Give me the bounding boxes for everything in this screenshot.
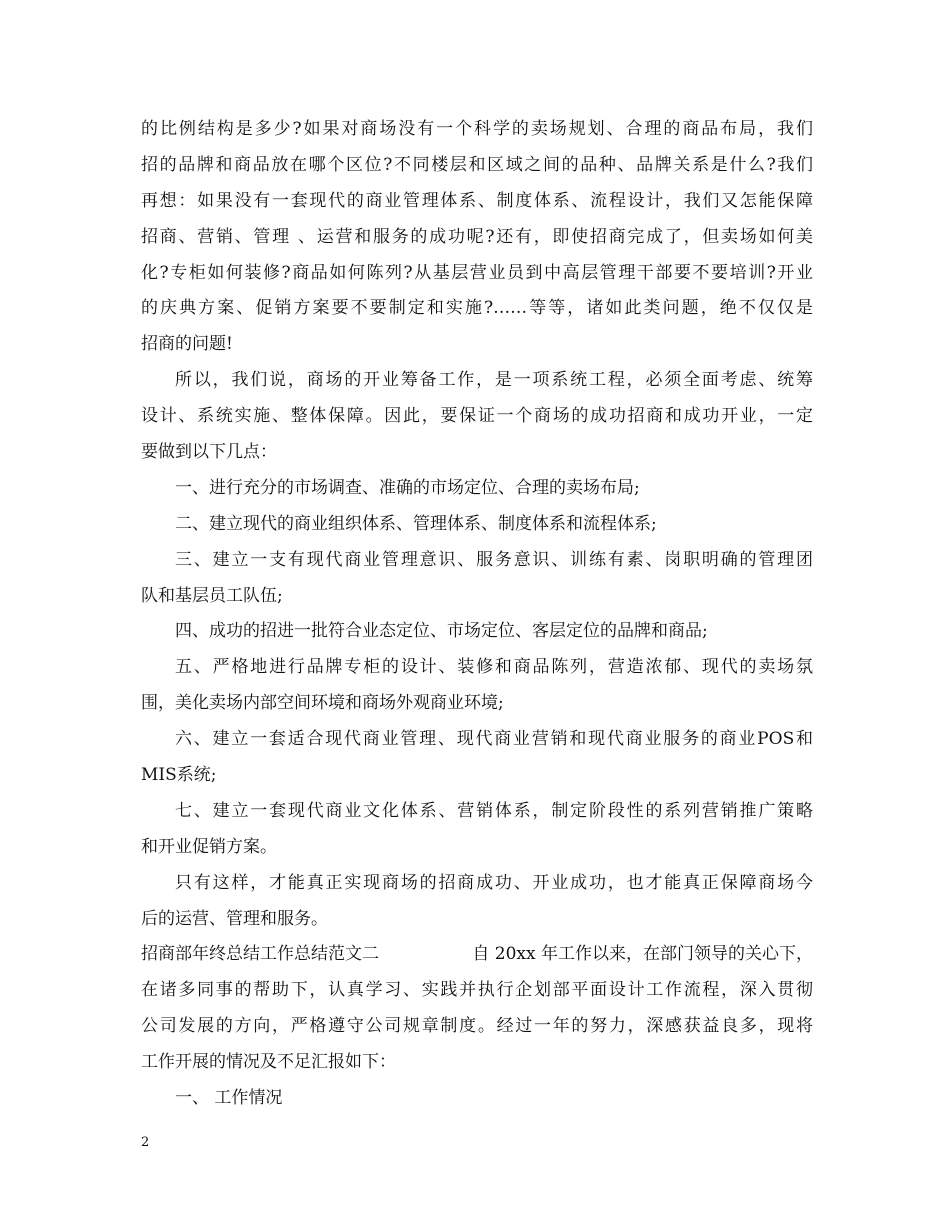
- text-line: 六、建立一套适合现代商业管理、现代商业营销和现代商业服务的商业POS和: [175, 729, 813, 750]
- text-line: 三、建立一支有现代商业管理意识、服务意识、训练有素、岗职明确的管理团: [175, 549, 813, 570]
- text-line: 所以，我们说，商场的开业筹备工作，是一项系统工程，必须全面考虑、统筹: [175, 370, 813, 391]
- body-text-block: [141, 973, 813, 1117]
- text-line: MIS系统;: [141, 765, 217, 786]
- text-line: 化?专柜如何装修?商品如何陈列?从基层营业员到中高层管理干部要不要培训?开业: [141, 262, 813, 283]
- text-line: 公司发展的方向，严格遵守公司规章制度。经过一年的努力，深感获益良多，现将: [141, 1016, 813, 1037]
- page-number: 2: [141, 1135, 150, 1150]
- text-line: 工作开展的情况及不足汇报如下：: [141, 1052, 396, 1073]
- text-line: 要做到以下几点：: [141, 442, 277, 463]
- text-line: 七、建立一套现代商业文化体系、营销体系，制定阶段性的系列营销推广策略: [175, 800, 813, 821]
- text-line: 四、成功的招进一批符合业态定位、市场定位、客层定位的品牌和商品;: [175, 621, 708, 642]
- document-body: [141, 112, 813, 1117]
- text-line: 招商、营销、管理 、运营和服务的成功呢?还有，即使招商完成了，但卖场如何美: [141, 226, 813, 247]
- text-line: 和开业促销方案。: [141, 836, 277, 857]
- section-heading-line: [141, 937, 813, 973]
- text-line: 再想：如果没有一套现代的商业管理体系、制度体系、流程设计，我们又怎能保障: [141, 190, 813, 211]
- text-line: 的比例结构是多少?如果对商场没有一个科学的卖场规划、合理的商品布局，我们: [141, 119, 813, 139]
- text-line: 一、 工作情况: [175, 1088, 283, 1109]
- text-line: 五、严格地进行品牌专柜的设计、装修和商品陈列，营造浓郁、现代的卖场氛: [175, 657, 813, 678]
- text-line: 后的运营、管理和服务。: [141, 908, 328, 929]
- text-line: 的庆典方案、促销方案要不要制定和实施?……等等，诸如此类问题，绝不仅仅是: [141, 298, 813, 319]
- text-line: 二、建立现代的商业组织体系、管理体系、制度体系和流程体系;: [175, 513, 657, 534]
- text-line: 设计、系统实施、整体保障。因此，要保证一个商场的成功招商和成功开业，一定: [141, 406, 813, 427]
- body-text-block: [141, 112, 813, 937]
- text-line: 在诸多同事的帮助下，认真学习、实践并执行企划部平面设计工作流程，深入贯彻: [141, 980, 813, 1001]
- text-line: 只有这样，才能真正实现商场的招商成功、开业成功，也才能真正保障商场今: [175, 872, 813, 893]
- text-line: 招的品牌和商品放在哪个区位?不同楼层和区域之间的品种、品牌关系是什么?我们: [141, 154, 813, 175]
- text-line: 队和基层员工队伍;: [141, 585, 283, 606]
- section-heading-title: 招商部年终总结工作总结范文二: [141, 944, 379, 965]
- section-heading-continuation: 自 20xx 年工作以来，在部门领导的关心下，: [472, 944, 813, 965]
- text-line: 招商的问题!: [141, 334, 233, 355]
- text-line: 一、进行充分的市场调查、准确的市场定位、合理的卖场布局;: [175, 477, 640, 498]
- text-line: 围，美化卖场内部空间环境和商场外观商业环境;: [141, 693, 504, 714]
